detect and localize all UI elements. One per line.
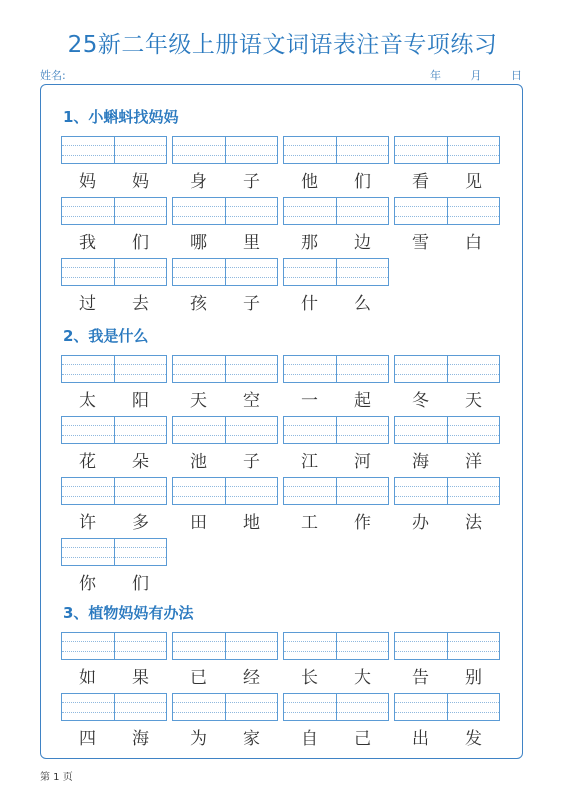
vocab-character: 河 [354, 452, 371, 472]
pinyin-writing-box[interactable] [61, 693, 167, 721]
pinyin-cell[interactable] [173, 478, 225, 504]
page-title: 25新二年级上册语文词语表注音专项练习 [67, 32, 498, 58]
pinyin-cell[interactable] [447, 694, 500, 720]
pinyin-cell[interactable] [114, 259, 167, 285]
pinyin-cell[interactable] [62, 356, 114, 382]
pinyin-cell[interactable] [395, 137, 447, 163]
vocab-character: 子 [243, 294, 260, 314]
pinyin-cell[interactable] [284, 259, 336, 285]
pinyin-cell[interactable] [447, 137, 500, 163]
vocab-character: 里 [243, 233, 260, 253]
pinyin-cell[interactable] [225, 478, 278, 504]
pinyin-writing-box[interactable] [172, 632, 278, 660]
pinyin-cell[interactable] [173, 633, 225, 659]
vocab-character: 大 [354, 668, 371, 688]
vocab-character: 起 [354, 391, 371, 411]
pinyin-cell[interactable] [284, 356, 336, 382]
pinyin-cell[interactable] [114, 478, 167, 504]
pinyin-cell[interactable] [336, 633, 389, 659]
pinyin-cell[interactable] [336, 137, 389, 163]
pinyin-cell[interactable] [173, 417, 225, 443]
vocab-character: 发 [465, 729, 482, 749]
vocab-character: 家 [243, 729, 260, 749]
vocab-character: 洋 [465, 452, 482, 472]
vocab-character: 为 [190, 729, 207, 749]
vocab-character: 已 [190, 668, 207, 688]
pinyin-writing-box[interactable] [172, 416, 278, 444]
pinyin-writing-box[interactable] [172, 693, 278, 721]
vocab-character: 冬 [412, 391, 429, 411]
pinyin-cell[interactable] [336, 417, 389, 443]
month-label: 月 [470, 69, 482, 82]
pinyin-cell[interactable] [284, 694, 336, 720]
pinyin-cell[interactable] [114, 198, 167, 224]
pinyin-cell[interactable] [114, 137, 167, 163]
pinyin-cell[interactable] [62, 259, 114, 285]
pinyin-cell[interactable] [395, 478, 447, 504]
pinyin-cell[interactable] [114, 539, 167, 565]
vocab-character: 阳 [132, 391, 149, 411]
pinyin-cell[interactable] [62, 478, 114, 504]
vocab-character: 如 [79, 668, 96, 688]
vocab-character: 长 [301, 668, 318, 688]
vocab-character: 空 [243, 391, 260, 411]
pinyin-cell[interactable] [395, 694, 447, 720]
vocab-character: 许 [79, 513, 96, 533]
pinyin-writing-box[interactable] [172, 477, 278, 505]
pinyin-cell[interactable] [225, 356, 278, 382]
pinyin-writing-box[interactable] [283, 197, 389, 225]
pinyin-writing-box[interactable] [283, 632, 389, 660]
vocab-character: 别 [465, 668, 482, 688]
pinyin-writing-box[interactable] [283, 477, 389, 505]
vocab-character: 看 [412, 172, 429, 192]
pinyin-cell[interactable] [336, 259, 389, 285]
pinyin-cell[interactable] [173, 259, 225, 285]
pinyin-cell[interactable] [284, 137, 336, 163]
pinyin-writing-box[interactable] [172, 197, 278, 225]
name-label: 姓名: [40, 69, 66, 82]
vocab-character: 雪 [412, 233, 429, 253]
pinyin-cell[interactable] [62, 137, 114, 163]
pinyin-cell[interactable] [336, 198, 389, 224]
pinyin-writing-box[interactable] [61, 416, 167, 444]
pinyin-writing-box[interactable] [61, 136, 167, 164]
vocab-character: 么 [354, 294, 371, 314]
vocab-character: 们 [132, 574, 149, 594]
pinyin-cell[interactable] [62, 198, 114, 224]
pinyin-cell[interactable] [284, 198, 336, 224]
pinyin-cell[interactable] [284, 633, 336, 659]
pinyin-cell[interactable] [225, 137, 278, 163]
pinyin-cell[interactable] [114, 417, 167, 443]
pinyin-cell[interactable] [62, 417, 114, 443]
section-title: 2、我是什么 [63, 327, 149, 345]
pinyin-cell[interactable] [447, 417, 500, 443]
pinyin-cell[interactable] [114, 694, 167, 720]
pinyin-cell[interactable] [62, 694, 114, 720]
pinyin-cell[interactable] [395, 633, 447, 659]
pinyin-writing-box[interactable] [394, 416, 500, 444]
pinyin-writing-box[interactable] [172, 258, 278, 286]
vocab-character: 江 [301, 452, 318, 472]
pinyin-cell[interactable] [395, 198, 447, 224]
page-number: 第 1 页 [40, 772, 73, 783]
pinyin-writing-box[interactable] [394, 197, 500, 225]
vocab-character: 多 [132, 513, 149, 533]
vocab-character: 那 [301, 233, 318, 253]
vocab-character: 池 [190, 452, 207, 472]
pinyin-cell[interactable] [284, 478, 336, 504]
pinyin-cell[interactable] [173, 198, 225, 224]
date-labels [404, 67, 522, 83]
vocab-character: 妈 [79, 172, 96, 192]
pinyin-writing-box[interactable] [172, 355, 278, 383]
vocab-character: 们 [132, 233, 149, 253]
vocab-character: 去 [132, 294, 149, 314]
vocab-character: 一 [301, 391, 318, 411]
vocab-character: 己 [354, 729, 371, 749]
vocab-character: 自 [301, 729, 318, 749]
pinyin-cell[interactable] [447, 198, 500, 224]
pinyin-cell[interactable] [395, 356, 447, 382]
pinyin-writing-box[interactable] [283, 416, 389, 444]
pinyin-cell[interactable] [284, 417, 336, 443]
pinyin-cell[interactable] [225, 417, 278, 443]
pinyin-writing-box[interactable] [394, 136, 500, 164]
pinyin-cell[interactable] [225, 694, 278, 720]
pinyin-cell[interactable] [447, 356, 500, 382]
year-label: 年 [430, 69, 441, 82]
pinyin-cell[interactable] [114, 633, 167, 659]
pinyin-cell[interactable] [173, 356, 225, 382]
vocab-character: 经 [243, 668, 260, 688]
vocab-character: 果 [132, 668, 149, 688]
vocab-character: 地 [243, 513, 260, 533]
vocab-character: 四 [79, 729, 96, 749]
vocab-character: 办 [412, 513, 429, 533]
vocab-character: 朵 [132, 452, 149, 472]
vocab-character: 我 [79, 233, 96, 253]
vocab-character: 什 [301, 294, 318, 314]
pinyin-writing-box[interactable] [61, 355, 167, 383]
pinyin-writing-box[interactable] [61, 632, 167, 660]
vocab-character: 身 [190, 172, 207, 192]
vocab-character: 告 [412, 668, 429, 688]
vocab-character: 子 [243, 172, 260, 192]
pinyin-cell[interactable] [62, 539, 114, 565]
pinyin-writing-box[interactable] [172, 136, 278, 164]
vocab-character: 白 [465, 233, 482, 253]
pinyin-writing-box[interactable] [394, 355, 500, 383]
vocab-character: 天 [190, 391, 207, 411]
pinyin-writing-box[interactable] [61, 258, 167, 286]
vocab-character: 花 [79, 452, 96, 472]
vocab-character: 作 [354, 513, 371, 533]
vocab-character: 太 [79, 391, 96, 411]
section-title: 1、小蝌蚪找妈妈 [63, 108, 179, 126]
vocab-character: 工 [301, 513, 318, 533]
vocab-character: 他 [301, 172, 318, 192]
vocab-character: 见 [465, 172, 482, 192]
pinyin-cell[interactable] [173, 694, 225, 720]
vocab-character: 孩 [190, 294, 207, 314]
pinyin-writing-box[interactable] [394, 693, 500, 721]
pinyin-cell[interactable] [225, 633, 278, 659]
vocab-character: 过 [79, 294, 96, 314]
day-label: 日 [511, 69, 522, 82]
vocab-character: 出 [412, 729, 429, 749]
vocab-character: 边 [354, 233, 371, 253]
pinyin-writing-box[interactable] [61, 197, 167, 225]
vocab-character: 你 [79, 574, 96, 594]
section-title: 3、植物妈妈有办法 [63, 604, 194, 622]
pinyin-cell[interactable] [447, 478, 500, 504]
pinyin-cell[interactable] [114, 356, 167, 382]
pinyin-writing-box[interactable] [394, 477, 500, 505]
pinyin-cell[interactable] [395, 417, 447, 443]
vocab-character: 田 [190, 513, 207, 533]
vocab-character: 们 [354, 172, 371, 192]
vocab-character: 哪 [190, 233, 207, 253]
pinyin-writing-box[interactable] [283, 355, 389, 383]
vocab-character: 海 [412, 452, 429, 472]
pinyin-cell[interactable] [62, 633, 114, 659]
vocab-character: 海 [132, 729, 149, 749]
vocab-character: 子 [243, 452, 260, 472]
vocab-character: 天 [465, 391, 482, 411]
vocab-character: 法 [465, 513, 482, 533]
vocab-character: 妈 [132, 172, 149, 192]
pinyin-cell[interactable] [173, 137, 225, 163]
pinyin-cell[interactable] [336, 694, 389, 720]
pinyin-writing-box[interactable] [61, 477, 167, 505]
pinyin-writing-box[interactable] [394, 632, 500, 660]
pinyin-writing-box[interactable] [283, 136, 389, 164]
pinyin-cell[interactable] [225, 259, 278, 285]
pinyin-cell[interactable] [447, 633, 500, 659]
pinyin-writing-box[interactable] [283, 258, 389, 286]
pinyin-cell[interactable] [336, 478, 389, 504]
pinyin-cell[interactable] [336, 356, 389, 382]
pinyin-writing-box[interactable] [283, 693, 389, 721]
pinyin-writing-box[interactable] [61, 538, 167, 566]
student-info-bar [40, 67, 526, 83]
pinyin-cell[interactable] [225, 198, 278, 224]
